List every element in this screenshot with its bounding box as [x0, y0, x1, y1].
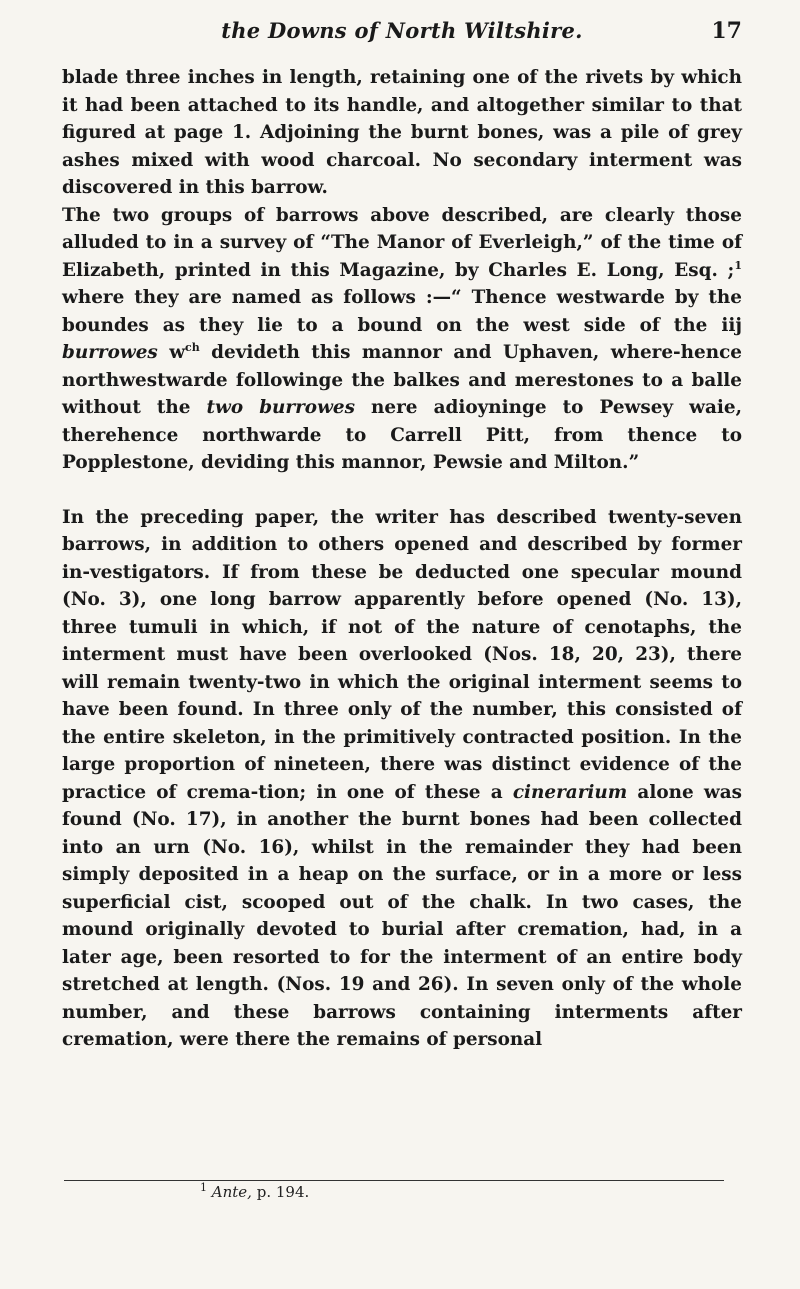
italic-burrowes: burrowes — [62, 342, 158, 363]
footnote-rule — [64, 1180, 724, 1181]
body-text — [62, 64, 742, 1054]
abbrev-superscript: ch — [185, 340, 200, 354]
footnote-ante: Ante, — [211, 1183, 252, 1201]
paragraph-3 — [62, 504, 742, 1054]
italic-cinerarium: cinerarium — [512, 781, 628, 803]
paragraph-2-part-a: The two groups of barrows above described, are clearly those alluded to in a survey of “The Manor of Everleigh,” of the time of Elizabeth, printed in this Magazine, by Charles E. Long, Esq. ; — [62, 204, 742, 281]
running-title: the Downs of North Wiltshire. — [221, 18, 583, 43]
paragraph-3-part-a: In the preceding paper, the writer has described twenty-seven barrows, in addition to others opened and described by former in-vestigators. If from these be deducted one specular mound (No. 3), one long barrow apparently before opened (No. 13), three tumuli in which, if not of the nature of cenotaphs, the interment must have been overlooked (Nos. 18, 20, 23), there will remain twenty-two in which the original interment seems to have been found. In three only of the number, this consisted of the entire skeleton, in the primitively contracted position. In the large proportion of nineteen, there was distinct evidence of the practice of crema-tion; in one of these a — [62, 506, 742, 803]
page-number: 17 — [711, 18, 742, 44]
footnote-mark: 1 — [200, 1181, 207, 1194]
running-head — [62, 18, 742, 48]
footnote — [200, 1183, 309, 1201]
paragraph-2-part-b: where they are named as follows :—“ Thence westwarde by the boundes as they lie to a bound on the west side of the iij — [62, 287, 742, 336]
paragraph-2-part-e: nere adioyninge to Pewsey waie, therehence northwarde to Carrell Pitt, from thence to Popplestone, deviding this mannor, Pewsie and Milton.” — [62, 397, 743, 473]
italic-two-burrowes: two burrowes — [206, 397, 355, 418]
paragraph-2 — [62, 202, 742, 477]
footnote-page-ref: p. 194. — [251, 1183, 310, 1201]
paragraph-2-part-d: devideth this mannor and Uphaven, where-hence northwestwarde followinge the balkes and merestones to a balle without the — [62, 342, 743, 418]
paragraph-2-part-c: w — [157, 342, 186, 363]
paragraph-1: blade three inches in length, retaining one of the rivets by which it had been attached to its handle, and altogether similar to that figured at page 1. Adjoining the burnt bones, was a pile of grey ashes mixed with wood charcoal. No secondary interment was discovered in this barrow. — [62, 67, 742, 198]
footnote-reference: 1 — [734, 258, 742, 272]
paragraph-3-part-b: alone was found (No. 17), in another the burnt bones had been collected into an urn (No. 16), whilst in the remainder they had been simply deposited in a heap on the surface, or in a more or less superficial cist, scooped out of the chalk. In two cases, the mound originally devoted to burial after cremation, had, in a later age, been resorted to for the interment of an entire body stretched at length. (Nos. 19 and 26). In seven only of the whole number, and these barrows containing interments after cremation, were there the remains of personal — [62, 781, 742, 1050]
